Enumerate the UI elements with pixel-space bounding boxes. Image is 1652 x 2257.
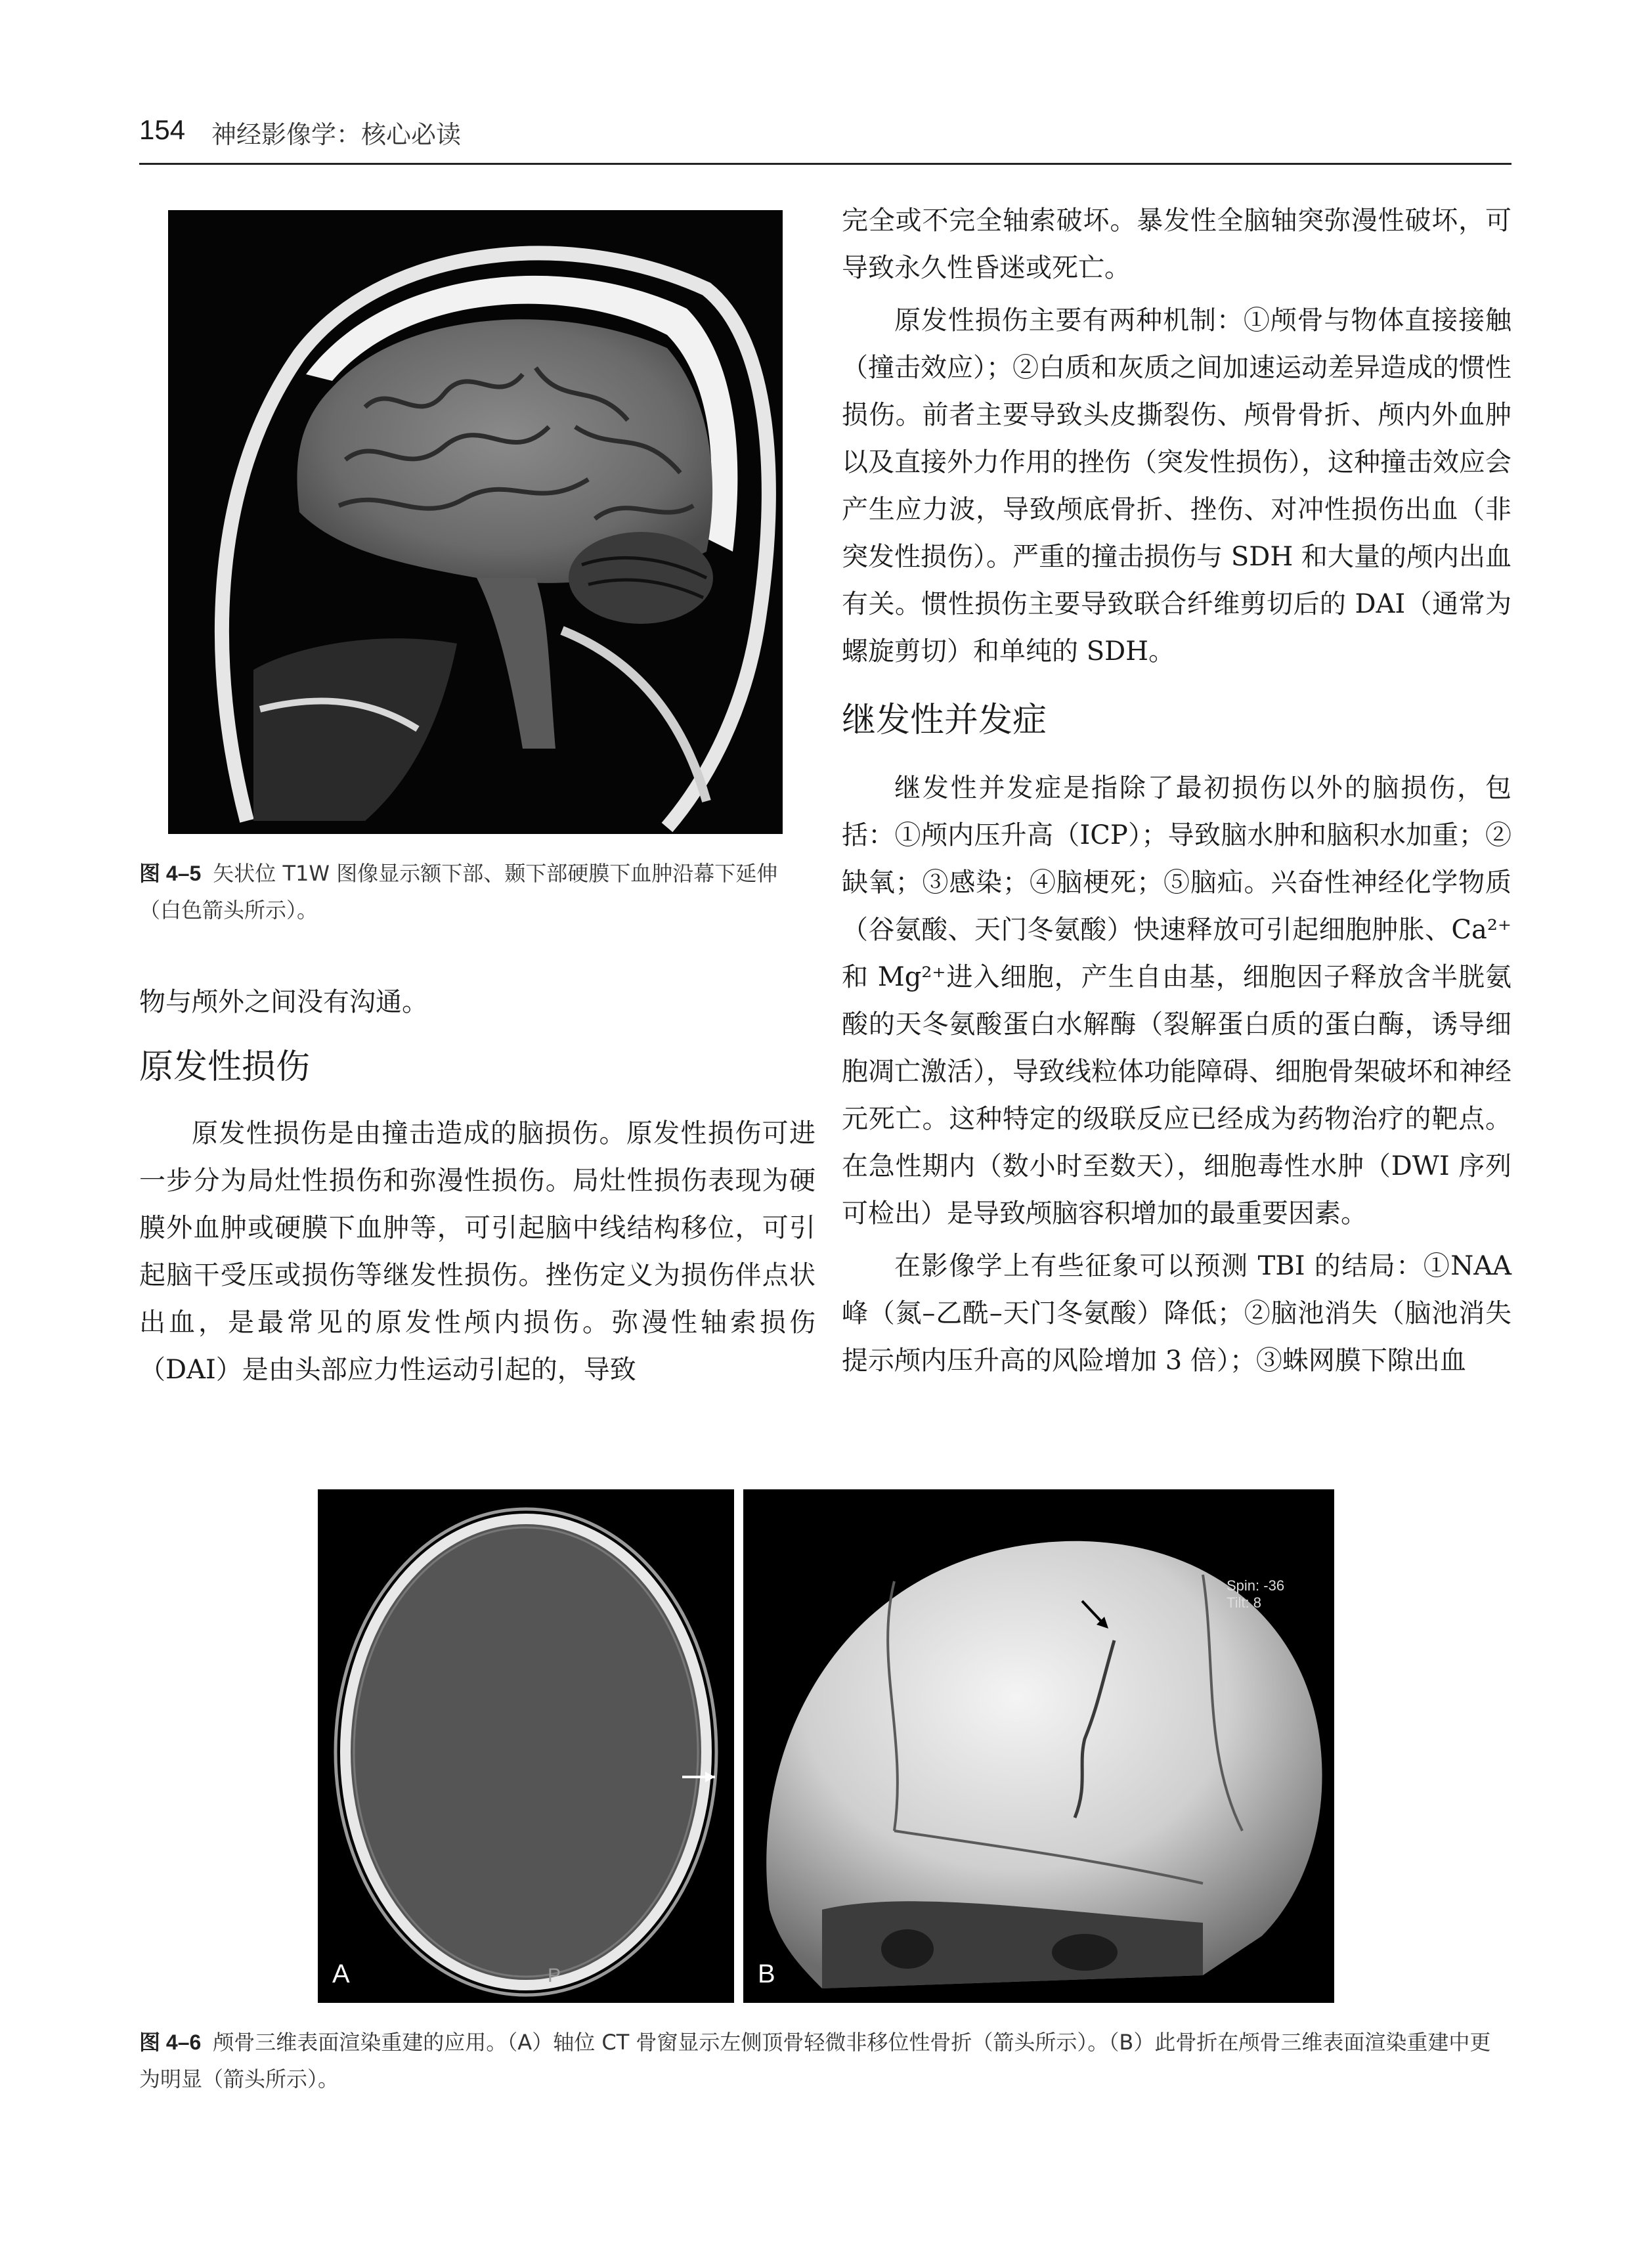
figure-4-6-caption-text: 颅骨三维表面渲染重建的应用。（A）轴位 CT 骨窗显示左侧顶骨轻微非移位性骨折（箭头所示）。（B）此骨折在颅骨三维表面渲染重建中更为明显（箭头所示）。 (139, 2030, 1491, 2092)
skull-3d-illustration (743, 1489, 1334, 2003)
figure-4-5-caption (139, 855, 783, 929)
page-number: 154 (139, 114, 186, 145)
figure-4-6-label: 图 4–6 (139, 2030, 202, 2054)
section-heading-secondary-complications: 继发性并发症 (842, 701, 1047, 740)
right-paragraph-3: 继发性并发症是指除了最初损伤以外的脑损伤，包括：①颅内压升高（ICP）；导致脑水肿和脑积水加重；②缺氧；③感染；④脑梗死；⑤脑疝。兴奋性神经化学物质（谷氨酸、天门冬氨酸）快速释放可引起细胞肿胀、Ca²⁺和 Mg²⁺进入细胞，产生自由基，细胞因子释放含半胱氨酸的天冬氨酸蛋白水解酶（裂解蛋白质的蛋白酶，诱导细胞凋亡激活），导致线粒体功能障碍、细胞骨架破坏和神经元死亡。这种特定的级联反应已经成为药物治疗的靶点。在急性期内（数小时至数天），细胞毒性水肿（DWI 序列可检出）是导致颅脑容积增加的最重要因素。 (842, 773, 1511, 1229)
mri-sagittal-illustration (168, 210, 783, 834)
running-header (139, 110, 1511, 165)
left-paragraph-2: 原发性损伤是由撞击造成的脑损伤。原发性损伤可进一步分为局灶性损伤和弥漫性损伤。局灶性损伤表现为硬膜外血肿或硬膜下血肿等，可引起脑中线结构移位，可引起脑干受压或损伤等继发性损伤。挫伤定义为损伤伴点状出血，是最常见的原发性颅内损伤。弥漫性轴索损伤（DAI）是由头部应力性运动引起的，导致 (139, 1118, 815, 1385)
spin-readout: Spin: -36 (1227, 1577, 1285, 1594)
figure-4-5-mri-image (168, 210, 783, 834)
right-column (842, 197, 1511, 1384)
panel-b-label: B (758, 1960, 775, 1988)
left-column (139, 978, 815, 1393)
figure-4-6-caption (139, 2024, 1511, 2097)
figure-4-5-label: 图 4–5 (139, 862, 202, 885)
book-title: 神经影像学：核心必读 (211, 120, 462, 149)
right-paragraph-2: 原发性损伤主要有两种机制：①颅骨与物体直接接触（撞击效应）；②白质和灰质之间加速运动差异造成的惯性损伤。前者主要导致头皮撕裂伤、颅骨骨折、颅内外血肿以及直接外力作用的挫伤（突发性损伤），这种撞击效应会产生应力波，导致颅底骨折、挫伤、对冲性损伤出血（非突发性损伤）。严重的撞击损伤与 SDH 和大量的颅内出血有关。惯性损伤主要导致联合纤维剪切后的 DAI（通常为螺旋剪切）和单纯的 SDH。 (842, 305, 1511, 667)
figure-4-6-panel-b-3d-image (743, 1489, 1334, 2003)
right-paragraph-4: 在影像学上有些征象可以预测 TBI 的结局：①NAA 峰（氮–乙酰–天门冬氨酸）降低；②脑池消失（脑池消失提示颅内压升高的风险增加 3 倍）；③蛛网膜下隙出血 (842, 1251, 1511, 1376)
panel-a-label: A (332, 1960, 350, 1988)
panel-a-posterior-marker: P (548, 1965, 561, 1986)
figure-4-5-caption-text: 矢状位 T1W 图像显示额下部、颞下部硬膜下血肿沿幕下延伸（白色箭头所示）。 (139, 861, 778, 923)
right-paragraph-1: 完全或不完全轴索破坏。暴发性全脑轴突弥漫性破坏，可导致永久性昏迷或死亡。 (842, 206, 1511, 283)
figure-4-6-panel-a-ct-image (318, 1489, 734, 2003)
tilt-readout: Tilt: 8 (1227, 1594, 1261, 1611)
section-heading-primary-injury: 原发性损伤 (139, 1047, 311, 1087)
axial-ct-illustration (318, 1489, 734, 2003)
left-paragraph-1: 物与颅外之间没有沟通。 (139, 987, 428, 1017)
